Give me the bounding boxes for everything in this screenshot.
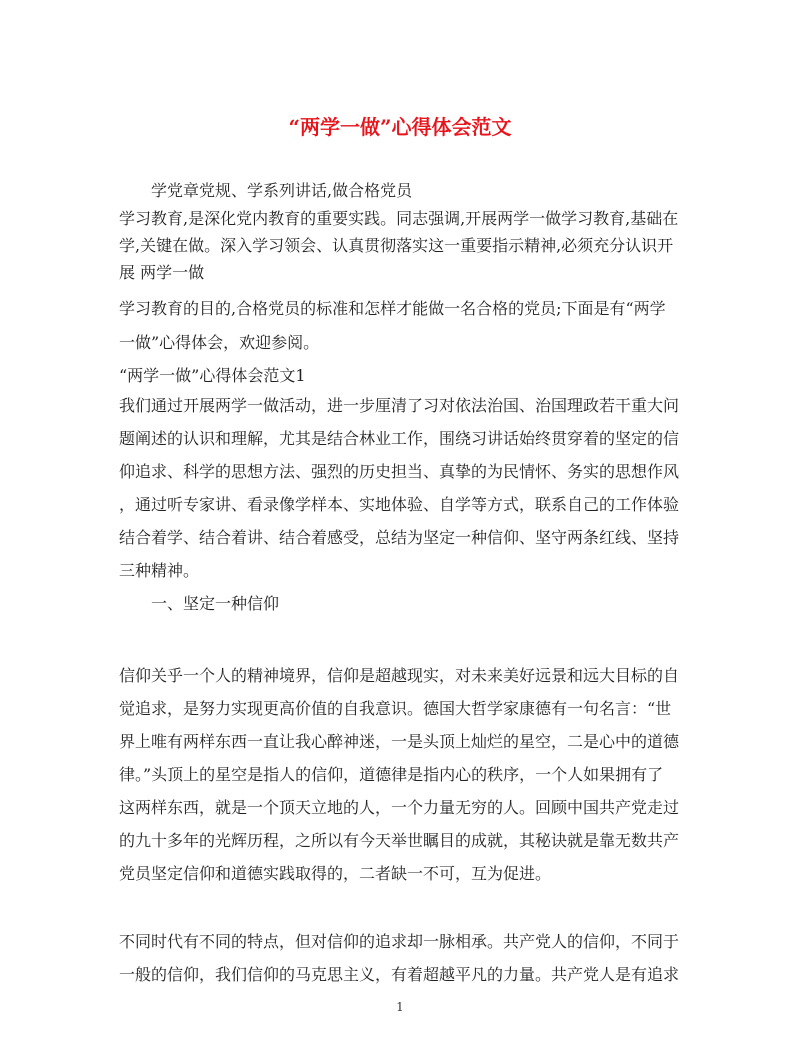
paragraph-line: ，通过听专家讲、看录像学样本、实地体验、自学等方式，联系自己的工作体验: [119, 495, 680, 514]
section-heading: 一、坚定一种信仰: [151, 594, 280, 613]
paragraph-line: 信仰关乎一个人的精神境界，信仰是超越现实，对未来美好远景和远大目标的自: [119, 666, 680, 685]
page-number: 1: [396, 1000, 404, 1014]
document-title: “两学一做”心得体会范文: [288, 115, 512, 139]
paragraph-line: 一般的信仰，我们信仰的马克思主义，有着超越平凡的力量。共产党人是有追求: [119, 965, 680, 984]
paragraph-line: 的九十多年的光辉历程，之所以有今天举世瞩目的成就，其秘诀就是靠无数共产: [119, 831, 680, 850]
paragraph-line: 这两样东西，就是一个顶天立地的人，一个力量无穷的人。回顾中国共产党走过: [119, 798, 680, 817]
paragraph-line: 三种精神。: [119, 561, 200, 580]
paragraph-line: 律。”头顶上的星空是指人的信仰，道德律是指内心的秩序，一个人如果拥有了: [119, 765, 664, 784]
paragraph-line: 学,关键在做。深入学习领会、认真贯彻落实这一重要指示精神,必须充分认识开: [119, 236, 674, 255]
paragraph-line: 学党章党规、学系列讲话,做合格党员: [151, 181, 413, 200]
paragraph-line: 仰追求、科学的思想方法、强烈的历史担当、真挚的为民情怀、务实的思想作风: [119, 462, 680, 481]
section-heading: “两学一做”心得体会范文1: [119, 366, 306, 385]
paragraph-line: 学习教育的目的,合格党员的标准和怎样才能做一名合格的党员;下面是有“两学: [119, 299, 666, 318]
paragraph-line: 界上唯有两样东西一直让我心醉神迷，一是头顶上灿烂的星空，二是心中的道德: [119, 732, 680, 751]
paragraph-line: 一做”心得体会，欢迎参阅。: [119, 333, 320, 352]
paragraph-line: 觉追求，是努力实现更高价值的自我意识。德国大哲学家康德有一句名言：“世: [119, 699, 672, 718]
paragraph-line: 党员坚定信仰和道德实践取得的，二者缺一不可，互为促进。: [119, 864, 552, 883]
paragraph-line: 题阐述的认识和理解，尤其是结合林业工作，围绕习讲话始终贯穿着的坚定的信: [119, 429, 680, 448]
paragraph-line: 我们通过开展两学一做活动，进一步厘清了习对依法治国、治国理政若干重大问: [119, 396, 680, 415]
paragraph-line: 不同时代有不同的特点，但对信仰的追求却一脉相承。共产党人的信仰，不同于: [119, 932, 680, 951]
paragraph-line: 学习教育,是深化党内教育的重要实践。同志强调,开展两学一做学习教育,基础在: [119, 209, 679, 228]
paragraph-line: 展 两学一做: [119, 263, 205, 282]
paragraph-line: 结合着学、结合着讲、结合着感受，总结为坚定一种信仰、坚守两条红线、坚持: [119, 528, 680, 547]
